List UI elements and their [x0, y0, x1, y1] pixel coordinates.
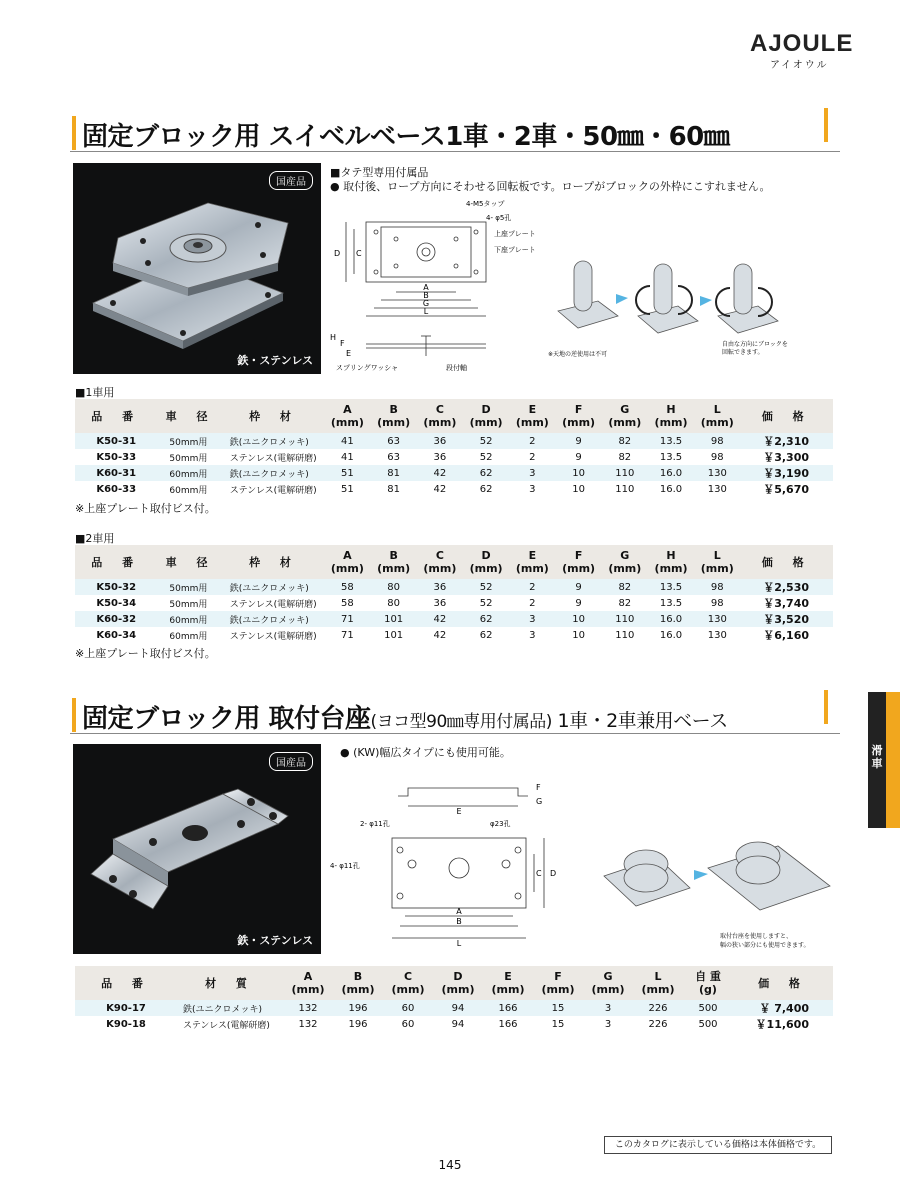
table-cell: ￥3,520: [740, 611, 833, 627]
table-cell: 13.5: [659, 597, 683, 609]
table-cell: 110: [615, 629, 635, 641]
col-d: D (mm): [463, 545, 509, 579]
section1-title: [70, 112, 840, 152]
table-cell: 2: [509, 433, 555, 449]
table-cell: 82: [602, 579, 648, 595]
table-mount-base: [75, 966, 833, 1032]
table-cell: 16.0: [648, 465, 694, 481]
usage-note-a: 取付台座を使用しますと、: [720, 933, 793, 940]
table-cell: 81: [387, 483, 400, 495]
table-cell: 10: [572, 483, 585, 495]
table-cell: 500: [683, 1000, 733, 1016]
table-cell: 94: [433, 1000, 483, 1016]
table-cell: 80: [371, 579, 417, 595]
washer-label: スプリングワッシャ: [336, 364, 399, 372]
table-cell: 50mm用: [169, 453, 208, 464]
mount-base-diagram: [330, 776, 570, 952]
dim-d: D: [550, 869, 557, 878]
hole23-label: φ23孔: [490, 820, 511, 828]
table-cell: 166: [483, 1000, 533, 1016]
table-cell: 226: [648, 1018, 668, 1030]
table-cell: 226: [633, 1000, 683, 1016]
col-l: L (mm): [633, 966, 683, 1000]
brand-kana: アイオウル: [770, 60, 829, 71]
dim-a: A: [456, 907, 462, 916]
table1-footnote: ※上座プレート取付ビス付。: [75, 502, 216, 515]
page-number: 145: [438, 1158, 462, 1172]
table-cell: 94: [451, 1018, 465, 1030]
table-cell: 52: [463, 433, 509, 449]
dim-a: A: [423, 283, 429, 292]
table-cell: K50-32: [75, 579, 157, 595]
accent-bar: [824, 108, 828, 142]
table-cell: 63: [371, 433, 417, 449]
brand-name: AJOULE: [750, 30, 854, 57]
mount-base-photo: [73, 744, 321, 954]
table-cell: ￥3,300: [763, 451, 809, 464]
col-l: L (mm): [694, 545, 740, 579]
table-row: [75, 579, 833, 595]
material-label: 鉄・ステンレス: [237, 934, 313, 947]
section2-note-line: ● (KW)幅広タイプにも使用可能。: [340, 746, 511, 759]
table-cell: 16.0: [659, 483, 683, 495]
table-cell: 101: [371, 611, 417, 627]
upside-down-note: ※天地の逆使用は不可: [548, 351, 608, 358]
col-g: G (mm): [583, 966, 633, 1000]
table-cell: 36: [433, 597, 447, 609]
table2-footnote: ※上座プレート取付ビス付。: [75, 647, 216, 660]
table-cell: 82: [602, 433, 648, 449]
table-cell: 110: [602, 465, 648, 481]
table-cell: 15: [533, 1000, 583, 1016]
col-b: B (mm): [333, 966, 383, 1000]
table1-label: ■1車用: [75, 386, 115, 399]
section2-title-text: 固定ブロック用 取付台座(ヨコ型90㎜専用付属品) 1車・2車兼用ベース: [82, 704, 728, 734]
col-material: 材 質: [177, 966, 283, 1000]
table-cell: ステンレス(電解研磨): [183, 1020, 270, 1031]
dim-l: L: [423, 307, 429, 316]
table-cell: 110: [615, 483, 635, 495]
col-f: F (mm): [533, 966, 583, 1000]
col-weight: 自 重 (g): [683, 966, 733, 1000]
table-cell: 2: [529, 451, 536, 463]
dim-c: C: [536, 869, 542, 878]
col-price: 価 格: [733, 966, 833, 1000]
table-cell: 鉄(ユニクロメッキ): [224, 465, 325, 481]
table-cell: 98: [710, 597, 724, 609]
table-cell: ￥2,310: [740, 433, 833, 449]
material-label: 鉄・ステンレス: [237, 354, 313, 367]
table-row: [75, 433, 833, 449]
table-cell: K90-17: [75, 1000, 177, 1016]
dim-g: G: [536, 797, 543, 806]
dim-d: D: [334, 249, 341, 258]
table-cell: 2: [509, 579, 555, 595]
table-cell: 166: [498, 1018, 518, 1030]
table-cell: ￥ 7,400: [733, 1000, 833, 1016]
swivel-base-diagram: [326, 194, 566, 374]
col-code: 品 番: [75, 966, 177, 1000]
table-cell: 82: [618, 597, 632, 609]
table-cell: 鉄(ユニクロメッキ): [177, 1000, 283, 1016]
table-cell: 98: [710, 451, 724, 463]
table-cell: 60mm用: [157, 611, 223, 627]
dim-b: B: [423, 291, 429, 300]
table-cell: 60: [383, 1000, 433, 1016]
col-e: E (mm): [509, 399, 555, 433]
col-f: F (mm): [555, 545, 601, 579]
usage-illustration: [598, 826, 834, 956]
table-cell: 58: [324, 579, 370, 595]
table-cell: ￥6,160: [763, 629, 809, 642]
col-f: F (mm): [555, 399, 601, 433]
price-note: このカタログに表示している価格は本体価格です。: [604, 1136, 832, 1154]
shaft-label: 段付軸: [446, 364, 467, 372]
table-cell: 10: [555, 611, 601, 627]
table2-label: ■2車用: [75, 532, 115, 545]
table-cell: ￥2,530: [740, 579, 833, 595]
table-cell: 80: [387, 597, 400, 609]
col-b: B (mm): [371, 399, 417, 433]
table-cell: K50-34: [96, 597, 137, 609]
table-cell: ￥3,740: [763, 597, 809, 610]
table-cell: 132: [298, 1018, 318, 1030]
table-cell: 41: [341, 451, 354, 463]
col-code: 品 番: [75, 399, 157, 433]
dim-h: H: [330, 333, 337, 342]
swivel-base-photo: [73, 163, 321, 374]
free-rotate-note-a: 自由な方向にブロックを: [722, 341, 788, 348]
col-price: 価 格: [740, 545, 833, 579]
col-c: C (mm): [417, 545, 463, 579]
table-cell: 3: [509, 465, 555, 481]
table-cell: 3: [529, 629, 536, 641]
table-cell: 16.0: [659, 629, 683, 641]
table-cell: 3: [604, 1018, 612, 1030]
section1-note-head: ■タテ型専用付属品: [330, 166, 429, 179]
col-size: 車 径: [157, 399, 223, 433]
col-a: A (mm): [324, 399, 370, 433]
table-cell: 9: [555, 433, 601, 449]
col-e: E (mm): [509, 545, 555, 579]
table-cell: 36: [417, 433, 463, 449]
table-cell: 3: [529, 483, 536, 495]
table-cell: 13.5: [659, 451, 683, 463]
dim-f: F: [536, 783, 541, 792]
table-cell: 50mm用: [169, 599, 208, 610]
table-row: [75, 595, 833, 611]
table-cell: 98: [694, 579, 740, 595]
table-row: [75, 481, 833, 497]
domestic-badge: 国産品: [269, 171, 313, 190]
table-cell: 9: [575, 451, 582, 463]
table-cell: K50-33: [96, 451, 137, 463]
dim-l: L: [456, 939, 462, 948]
table-cell: 62: [479, 629, 493, 641]
table-cell: 132: [283, 1000, 333, 1016]
table-cell: 58: [341, 597, 354, 609]
table-cell: K60-33: [96, 483, 137, 495]
side-tab-label: 滑車: [871, 744, 883, 770]
table-single: [75, 399, 833, 497]
table-cell: 42: [417, 611, 463, 627]
table-cell: 13.5: [648, 433, 694, 449]
table-cell: 9: [555, 579, 601, 595]
table-cell: 16.0: [648, 611, 694, 627]
table-cell: ￥3,190: [740, 465, 833, 481]
table-cell: ステンレス(電解研磨): [229, 485, 317, 496]
table-row: [75, 627, 833, 643]
table-cell: 鉄(ユニクロメッキ): [224, 579, 325, 595]
table-cell: 41: [324, 433, 370, 449]
table-cell: 98: [694, 433, 740, 449]
swivel-base-illustration: [73, 163, 321, 374]
section1-note-line: ● 取付後、ロープ方向にそわせる回転板です。ロープがブロックの外枠にこすれません。: [330, 180, 771, 193]
hole4-label: 4- φ11孔: [330, 862, 360, 870]
table-cell: 60mm用: [157, 465, 223, 481]
table-cell: 71: [324, 611, 370, 627]
table-cell: 2: [529, 597, 536, 609]
table-cell: 110: [602, 611, 648, 627]
hole2-label: 2- φ11孔: [360, 820, 390, 828]
dim-b: B: [456, 917, 462, 926]
table-cell: 52: [479, 597, 493, 609]
table-row: [75, 611, 833, 627]
table-cell: K60-32: [75, 611, 157, 627]
table-row: [75, 465, 833, 481]
table-cell: 50mm用: [157, 433, 223, 449]
table-cell: 15: [551, 1018, 565, 1030]
table-cell: 101: [384, 629, 404, 641]
col-frame: 枠 材: [224, 545, 325, 579]
table-cell: 60mm用: [169, 485, 208, 496]
col-d: D (mm): [463, 399, 509, 433]
table-cell: 130: [707, 629, 727, 641]
tap-label: 4-M5タップ: [466, 200, 505, 208]
table-cell: 71: [341, 629, 354, 641]
table-cell: ￥5,670: [763, 483, 809, 496]
table-cell: 130: [694, 611, 740, 627]
table-cell: 42: [433, 483, 447, 495]
table-cell: ステンレス(電解研磨): [229, 599, 317, 610]
table-cell: 82: [618, 451, 632, 463]
table-cell: K60-31: [75, 465, 157, 481]
table-cell: 500: [698, 1018, 718, 1030]
side-index-tab: [868, 692, 900, 828]
col-a: A (mm): [324, 545, 370, 579]
col-c: C (mm): [417, 399, 463, 433]
accent-bar: [72, 116, 76, 150]
table-cell: 62: [479, 483, 493, 495]
table-cell: 60: [401, 1018, 415, 1030]
col-l: L (mm): [694, 399, 740, 433]
dim-e: E: [456, 807, 462, 816]
dim-g: G: [422, 299, 430, 308]
hole-label: 4- φ5孔: [486, 214, 512, 222]
table-cell: 62: [463, 611, 509, 627]
table-cell: 9: [575, 597, 582, 609]
table-cell: 鉄(ユニクロメッキ): [224, 433, 325, 449]
table-cell: ステンレス(電解研磨): [229, 631, 317, 642]
table-row: [75, 1016, 833, 1032]
dim-f: F: [340, 339, 345, 348]
table-cell: 36: [433, 451, 447, 463]
domestic-badge: 国産品: [269, 752, 313, 771]
table-cell: 52: [479, 451, 493, 463]
table-cell: 鉄(ユニクロメッキ): [224, 611, 325, 627]
table-cell: 36: [417, 579, 463, 595]
table-double: [75, 545, 833, 643]
col-e: E (mm): [483, 966, 533, 1000]
col-h: H (mm): [648, 399, 694, 433]
table-cell: 60mm用: [169, 631, 208, 642]
col-c: C (mm): [383, 966, 433, 1000]
table-row: [75, 1000, 833, 1016]
table-cell: 51: [341, 483, 354, 495]
table-cell: 196: [333, 1000, 383, 1016]
accent-bar: [824, 690, 828, 724]
table-cell: K90-18: [106, 1018, 146, 1030]
table-cell: K60-34: [96, 629, 137, 641]
table-cell: 81: [371, 465, 417, 481]
col-b: B (mm): [371, 545, 417, 579]
table-cell: 62: [463, 465, 509, 481]
col-a: A (mm): [283, 966, 333, 1000]
section1-title-text: 固定ブロック用 スイベルベース1車・2車・50㎜・60㎜: [82, 122, 730, 152]
col-price: 価 格: [740, 399, 833, 433]
col-g: G (mm): [602, 545, 648, 579]
table-cell: 10: [572, 629, 585, 641]
mount-base-illustration: [73, 744, 321, 954]
accent-bar: [72, 698, 76, 732]
table-cell: 42: [417, 465, 463, 481]
brand-logo: [750, 30, 854, 72]
col-code: 品 番: [75, 545, 157, 579]
table-cell: 130: [694, 465, 740, 481]
table-cell: 130: [707, 483, 727, 495]
table-cell: ￥11,600: [755, 1018, 809, 1031]
table-row: [75, 449, 833, 465]
col-frame: 枠 材: [224, 399, 325, 433]
table-cell: 42: [433, 629, 447, 641]
dim-e: E: [346, 349, 352, 358]
dim-c: C: [356, 249, 362, 258]
rotation-illustration: [548, 246, 808, 366]
table-cell: ステンレス(電解研磨): [229, 453, 317, 464]
table-cell: K50-31: [75, 433, 157, 449]
free-rotate-note-b: 回転できます。: [722, 349, 764, 356]
col-d: D (mm): [433, 966, 483, 1000]
usage-note-b: 幅の狭い部分にも使用できます。: [720, 942, 810, 949]
table-cell: 63: [387, 451, 400, 463]
table-cell: 50mm用: [157, 579, 223, 595]
table-cell: 196: [348, 1018, 368, 1030]
col-size: 車 径: [157, 545, 223, 579]
table-cell: 3: [509, 611, 555, 627]
col-h: H (mm): [648, 545, 694, 579]
upper-plate-label: 上座プレート: [494, 230, 536, 238]
table-cell: 10: [555, 465, 601, 481]
table-cell: 3: [583, 1000, 633, 1016]
table-cell: 13.5: [648, 579, 694, 595]
table-cell: 51: [324, 465, 370, 481]
col-g: G (mm): [602, 399, 648, 433]
lower-plate-label: 下座プレート: [494, 246, 536, 254]
section2-title: [70, 694, 840, 734]
table-cell: 52: [463, 579, 509, 595]
